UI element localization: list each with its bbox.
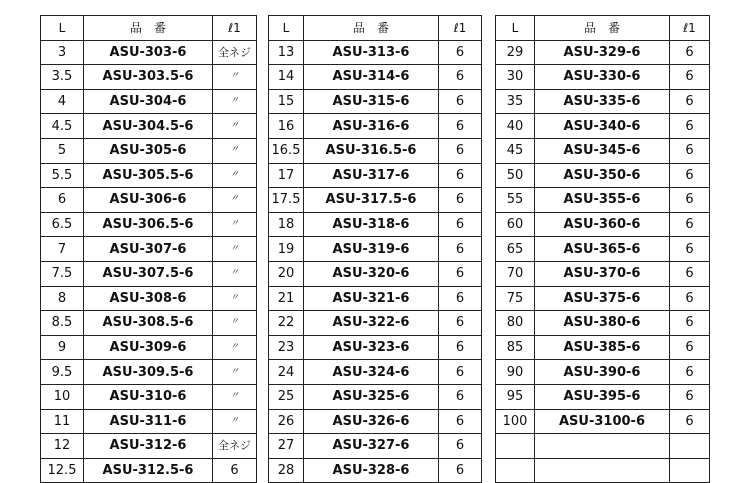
- cell-part: ASU-312.5-6: [84, 458, 213, 483]
- cell-l: 45: [496, 138, 535, 163]
- table-row: [496, 335, 710, 360]
- table-row: [41, 286, 257, 311]
- cell-l: 8.5: [41, 311, 84, 336]
- cell-part: ASU-305-6: [84, 138, 213, 163]
- table-row: [269, 188, 482, 213]
- cell-l: 3.5: [41, 65, 84, 90]
- table-row: [269, 40, 482, 65]
- cell-part: ASU-330-6: [535, 65, 670, 90]
- cell-l1: 6: [439, 40, 482, 65]
- cell-l1: 6: [670, 311, 710, 336]
- table-body: [41, 40, 257, 483]
- cell-part: ASU-329-6: [535, 40, 670, 65]
- cell-l: 11: [41, 409, 84, 434]
- cell-l1: 6: [670, 163, 710, 188]
- cell-part: ASU-305.5-6: [84, 163, 213, 188]
- cell-part: ASU-324-6: [304, 360, 439, 385]
- spec-table-1: [40, 15, 257, 483]
- cell-l1: 〃: [213, 335, 257, 360]
- cell-part: ASU-306.5-6: [84, 212, 213, 237]
- header-row: [269, 16, 482, 41]
- cell-part: ASU-323-6: [304, 335, 439, 360]
- table-row: [269, 65, 482, 90]
- cell-l1: 6: [439, 188, 482, 213]
- cell-part: ASU-316-6: [304, 114, 439, 139]
- cell-part: ASU-308.5-6: [84, 311, 213, 336]
- cell-l1: 6: [670, 212, 710, 237]
- cell-part: ASU-390-6: [535, 360, 670, 385]
- cell-part: ASU-380-6: [535, 311, 670, 336]
- header-l: L: [269, 16, 304, 41]
- cell-l1: 6: [439, 360, 482, 385]
- cell-l: 35: [496, 89, 535, 114]
- table-body: [269, 40, 482, 483]
- cell-l1: 6: [670, 138, 710, 163]
- header-part: 品 番: [535, 16, 670, 41]
- cell-l1: 〃: [213, 286, 257, 311]
- cell-l1: 〃: [213, 138, 257, 163]
- cell-part: ASU-320-6: [304, 261, 439, 286]
- cell-l1: 〃: [213, 261, 257, 286]
- table-row: [496, 138, 710, 163]
- table-row: [269, 434, 482, 459]
- cell-l1: 〃: [213, 409, 257, 434]
- cell-l1: 6: [670, 360, 710, 385]
- cell-l: [496, 458, 535, 483]
- cell-l: 40: [496, 114, 535, 139]
- cell-part: ASU-306-6: [84, 188, 213, 213]
- table-row: [496, 409, 710, 434]
- cell-l: 25: [269, 384, 304, 409]
- cell-l1: 6: [670, 65, 710, 90]
- cell-l: 28: [269, 458, 304, 483]
- cell-l1: 6: [670, 40, 710, 65]
- cell-part: ASU-340-6: [535, 114, 670, 139]
- cell-l: 15: [269, 89, 304, 114]
- cell-part: ASU-319-6: [304, 237, 439, 262]
- table-row: [269, 311, 482, 336]
- table-row: [41, 237, 257, 262]
- cell-part: ASU-303-6: [84, 40, 213, 65]
- cell-l: 17: [269, 163, 304, 188]
- cell-l: 21: [269, 286, 304, 311]
- cell-l: 12: [41, 434, 84, 459]
- cell-part: [535, 434, 670, 459]
- cell-l: 24: [269, 360, 304, 385]
- cell-l1: 6: [670, 114, 710, 139]
- table-row: [496, 212, 710, 237]
- spec-table-3: [495, 15, 710, 483]
- table-row: [41, 409, 257, 434]
- cell-part: ASU-370-6: [535, 261, 670, 286]
- table-row: [269, 335, 482, 360]
- cell-l1: 6: [439, 286, 482, 311]
- table-row: [496, 114, 710, 139]
- cell-part: ASU-327-6: [304, 434, 439, 459]
- cell-l1: 6: [439, 114, 482, 139]
- cell-l: 9.5: [41, 360, 84, 385]
- table-row: [496, 163, 710, 188]
- cell-l1: [670, 434, 710, 459]
- table-row: [496, 261, 710, 286]
- cell-l1: 6: [439, 65, 482, 90]
- cell-l1: 6: [439, 335, 482, 360]
- cell-l: 3: [41, 40, 84, 65]
- cell-l: 5.5: [41, 163, 84, 188]
- cell-l: 13: [269, 40, 304, 65]
- cell-l: 16: [269, 114, 304, 139]
- cell-part: ASU-307.5-6: [84, 261, 213, 286]
- cell-l1: 6: [439, 261, 482, 286]
- cell-l1: 6: [439, 163, 482, 188]
- cell-l: [496, 434, 535, 459]
- cell-part: ASU-304.5-6: [84, 114, 213, 139]
- cell-l: 8: [41, 286, 84, 311]
- cell-l: 6.5: [41, 212, 84, 237]
- cell-l: 23: [269, 335, 304, 360]
- cell-l: 100: [496, 409, 535, 434]
- cell-l: 6: [41, 188, 84, 213]
- cell-l: 5: [41, 138, 84, 163]
- cell-l1: 6: [439, 458, 482, 483]
- table-row: [269, 212, 482, 237]
- header-part: 品 番: [304, 16, 439, 41]
- cell-l1: 6: [670, 89, 710, 114]
- table-row: [496, 65, 710, 90]
- header-part: 品 番: [84, 16, 213, 41]
- cell-l1: 〃: [213, 89, 257, 114]
- cell-l1: 全ネジ: [213, 434, 257, 459]
- cell-part: ASU-307-6: [84, 237, 213, 262]
- table-row: [41, 65, 257, 90]
- cell-l: 75: [496, 286, 535, 311]
- table-row: [269, 286, 482, 311]
- cell-part: ASU-304-6: [84, 89, 213, 114]
- table-row: [269, 458, 482, 483]
- table-row: [269, 114, 482, 139]
- cell-part: ASU-3100-6: [535, 409, 670, 434]
- cell-part: ASU-360-6: [535, 212, 670, 237]
- cell-part: ASU-311-6: [84, 409, 213, 434]
- cell-l: 12.5: [41, 458, 84, 483]
- table-row: [269, 163, 482, 188]
- header-l1: ℓ1: [670, 16, 710, 41]
- cell-l1: 〃: [213, 114, 257, 139]
- table-row: [41, 89, 257, 114]
- cell-l1: 6: [670, 237, 710, 262]
- table-row: [41, 163, 257, 188]
- cell-l: 10: [41, 384, 84, 409]
- cell-l1: 6: [439, 311, 482, 336]
- table-row: [496, 458, 710, 483]
- cell-l: 9: [41, 335, 84, 360]
- cell-part: ASU-312-6: [84, 434, 213, 459]
- table-row: [41, 434, 257, 459]
- cell-l1: 6: [670, 188, 710, 213]
- table-body: [496, 40, 710, 483]
- table-row: [496, 360, 710, 385]
- table-row: [496, 384, 710, 409]
- cell-l1: 6: [670, 384, 710, 409]
- cell-l1: 〃: [213, 237, 257, 262]
- cell-l: 95: [496, 384, 535, 409]
- cell-l1: 6: [670, 335, 710, 360]
- cell-l1: 6: [439, 434, 482, 459]
- cell-l: 90: [496, 360, 535, 385]
- cell-l1: 〃: [213, 212, 257, 237]
- cell-l: 17.5: [269, 188, 304, 213]
- cell-l1: 6: [439, 212, 482, 237]
- cell-l: 29: [496, 40, 535, 65]
- header-row: [41, 16, 257, 41]
- table-row: [41, 360, 257, 385]
- table-row: [41, 138, 257, 163]
- header-l1: ℓ1: [439, 16, 482, 41]
- spec-table-2: [268, 15, 482, 483]
- cell-l1: 〃: [213, 163, 257, 188]
- cell-l: 7: [41, 237, 84, 262]
- cell-l: 4.5: [41, 114, 84, 139]
- cell-part: ASU-328-6: [304, 458, 439, 483]
- table-row: [496, 237, 710, 262]
- cell-l1: 6: [670, 286, 710, 311]
- cell-part: ASU-315-6: [304, 89, 439, 114]
- cell-l1: 6: [670, 261, 710, 286]
- cell-part: ASU-309-6: [84, 335, 213, 360]
- table-row: [41, 212, 257, 237]
- header-row: [496, 16, 710, 41]
- table-row: [41, 40, 257, 65]
- cell-l: 16.5: [269, 138, 304, 163]
- table-row: [496, 89, 710, 114]
- cell-part: ASU-325-6: [304, 384, 439, 409]
- table-row: [269, 409, 482, 434]
- cell-part: ASU-321-6: [304, 286, 439, 311]
- cell-l1: 6: [439, 384, 482, 409]
- cell-l: 7.5: [41, 261, 84, 286]
- cell-l: 27: [269, 434, 304, 459]
- table-row: [496, 311, 710, 336]
- table-row: [41, 114, 257, 139]
- cell-l1: 全ネジ: [213, 40, 257, 65]
- cell-l: 60: [496, 212, 535, 237]
- cell-part: ASU-317-6: [304, 163, 439, 188]
- table-row: [41, 188, 257, 213]
- header-l: L: [496, 16, 535, 41]
- cell-l1: 6: [439, 237, 482, 262]
- cell-l: 80: [496, 311, 535, 336]
- cell-part: ASU-303.5-6: [84, 65, 213, 90]
- cell-l: 50: [496, 163, 535, 188]
- cell-part: ASU-316.5-6: [304, 138, 439, 163]
- cell-part: ASU-326-6: [304, 409, 439, 434]
- table-row: [496, 286, 710, 311]
- cell-l1: 6: [670, 409, 710, 434]
- cell-l: 20: [269, 261, 304, 286]
- table-row: [496, 188, 710, 213]
- cell-l: 85: [496, 335, 535, 360]
- cell-part: ASU-335-6: [535, 89, 670, 114]
- cell-l1: [670, 458, 710, 483]
- table-row: [269, 237, 482, 262]
- cell-part: ASU-317.5-6: [304, 188, 439, 213]
- cell-part: ASU-314-6: [304, 65, 439, 90]
- header-l1: ℓ1: [213, 16, 257, 41]
- cell-part: ASU-313-6: [304, 40, 439, 65]
- cell-l: 19: [269, 237, 304, 262]
- cell-part: ASU-309.5-6: [84, 360, 213, 385]
- cell-l1: 6: [213, 458, 257, 483]
- cell-part: ASU-310-6: [84, 384, 213, 409]
- cell-l1: 〃: [213, 188, 257, 213]
- cell-l: 55: [496, 188, 535, 213]
- cell-part: [535, 458, 670, 483]
- table-row: [269, 138, 482, 163]
- table-row: [41, 311, 257, 336]
- table-row: [496, 40, 710, 65]
- cell-l: 18: [269, 212, 304, 237]
- header-l: L: [41, 16, 84, 41]
- cell-part: ASU-322-6: [304, 311, 439, 336]
- table-row: [41, 335, 257, 360]
- cell-part: ASU-385-6: [535, 335, 670, 360]
- table-row: [41, 384, 257, 409]
- cell-part: ASU-395-6: [535, 384, 670, 409]
- cell-l1: 〃: [213, 360, 257, 385]
- cell-l1: 〃: [213, 384, 257, 409]
- cell-l: 26: [269, 409, 304, 434]
- table-row: [269, 89, 482, 114]
- table-row: [41, 261, 257, 286]
- table-row: [269, 384, 482, 409]
- cell-l: 22: [269, 311, 304, 336]
- cell-l: 70: [496, 261, 535, 286]
- cell-l: 14: [269, 65, 304, 90]
- table-row: [269, 261, 482, 286]
- cell-part: ASU-355-6: [535, 188, 670, 213]
- table-row: [496, 434, 710, 459]
- cell-l1: 6: [439, 89, 482, 114]
- cell-l1: 〃: [213, 65, 257, 90]
- cell-part: ASU-308-6: [84, 286, 213, 311]
- cell-part: ASU-318-6: [304, 212, 439, 237]
- cell-l1: 6: [439, 138, 482, 163]
- cell-part: ASU-365-6: [535, 237, 670, 262]
- table-row: [41, 458, 257, 483]
- table-row: [269, 360, 482, 385]
- cell-l1: 〃: [213, 311, 257, 336]
- cell-part: ASU-350-6: [535, 163, 670, 188]
- cell-l1: 6: [439, 409, 482, 434]
- cell-part: ASU-375-6: [535, 286, 670, 311]
- cell-part: ASU-345-6: [535, 138, 670, 163]
- cell-l: 30: [496, 65, 535, 90]
- cell-l: 4: [41, 89, 84, 114]
- cell-l: 65: [496, 237, 535, 262]
